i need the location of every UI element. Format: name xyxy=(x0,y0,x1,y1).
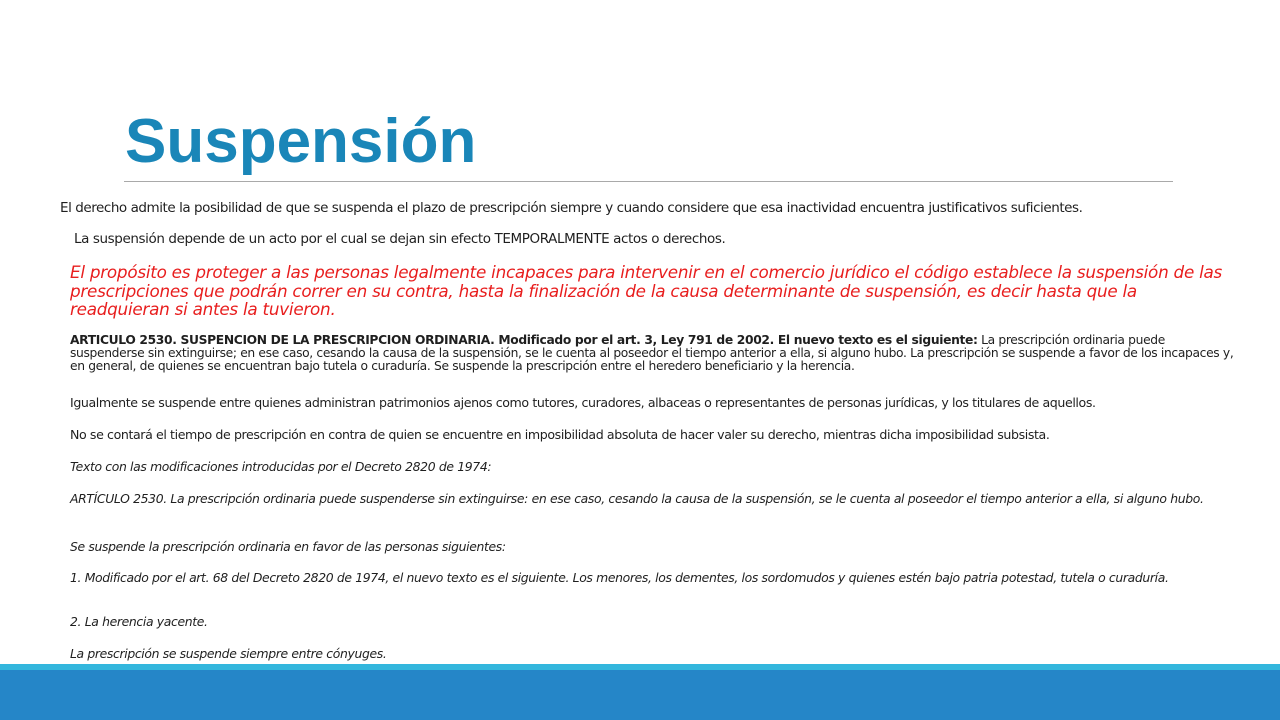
paragraph-definition: El derecho admite la posibilidad de que se suspenda el plazo de prescripción siempre y cuando considere que esa inactividad encuentra justificativos suficientes. xyxy=(60,200,1083,216)
list-item-inheritance: 2. La herencia yacente. xyxy=(70,614,208,629)
paragraph-purpose-highlight: El propósito es proteger a las personas legalmente incapaces para intervenir en el comercio jurídico el código establece la suspensión de las prescripciones que podrán correr en su contra, hasta la finalización de la causa determinante de suspensión, es decir hasta que la readquieran si antes la tuvieron. xyxy=(70,262,1223,319)
footer-band xyxy=(0,670,1280,720)
title-divider xyxy=(124,181,1173,182)
paragraph-suspension-act: La suspensión depende de un acto por el cual se dejan sin efecto TEMPORALMENTE actos o derechos. xyxy=(74,231,726,247)
paragraph-impossibility: No se contará el tiempo de prescripción en contra de quien se encuentre en imposibilidad absoluta de hacer valer su derecho, mientras dicha imposibilidad subsista. xyxy=(70,427,1050,442)
slide-title: Suspensión xyxy=(125,107,477,176)
paragraph-article-2530 xyxy=(70,334,1240,374)
paragraph-decree-text: Texto con las modificaciones introducidas por el Decreto 2820 de 1974: xyxy=(70,459,492,474)
list-item-minors: 1. Modificado por el art. 68 del Decreto 2820 de 1974, el nuevo texto es el siguiente. Los menores, los dementes, los sordomudos y quienes estén bajo patria potestad, tutela o curaduría. xyxy=(70,570,1169,585)
paragraph-spouses: La prescripción se suspende siempre entre cónyuges. xyxy=(70,646,387,661)
paragraph-administrators: Igualmente se suspende entre quienes administran patrimonios ajenos como tutores, curadores, albaceas o representantes de personas jurídicas, y los titulares de aquellos. xyxy=(70,395,1096,410)
article-body: La prescripción ordinaria puede suspenderse sin extinguirse; en ese caso, cesando la causa de la suspensión, se le cuenta al poseedor el tiempo anterior a ella, si alguno hubo. La prescripción se suspende a favor de los incapaces y, en general, de quienes se encuentran bajo tutela o curaduría. Se suspende la prescripción entre el heredero beneficiario y la herencia. xyxy=(70,333,1234,374)
paragraph-persons-list-intro: Se suspende la prescripción ordinaria en favor de las personas siguientes: xyxy=(70,539,506,554)
paragraph-article-2530-original: ARTÍCULO 2530. La prescripción ordinaria puede suspenderse sin extinguirse: en ese caso, cesando la causa de la suspensión, se le cuenta al poseedor el tiempo anterior a ella, si alguno hubo. xyxy=(70,491,1204,506)
article-heading: ARTICULO 2530. SUSPENCION DE LA PRESCRIPCION ORDINARIA. Modificado por el art. 3, Ley 791 de 2002. El nuevo texto es el siguiente: xyxy=(70,333,978,347)
